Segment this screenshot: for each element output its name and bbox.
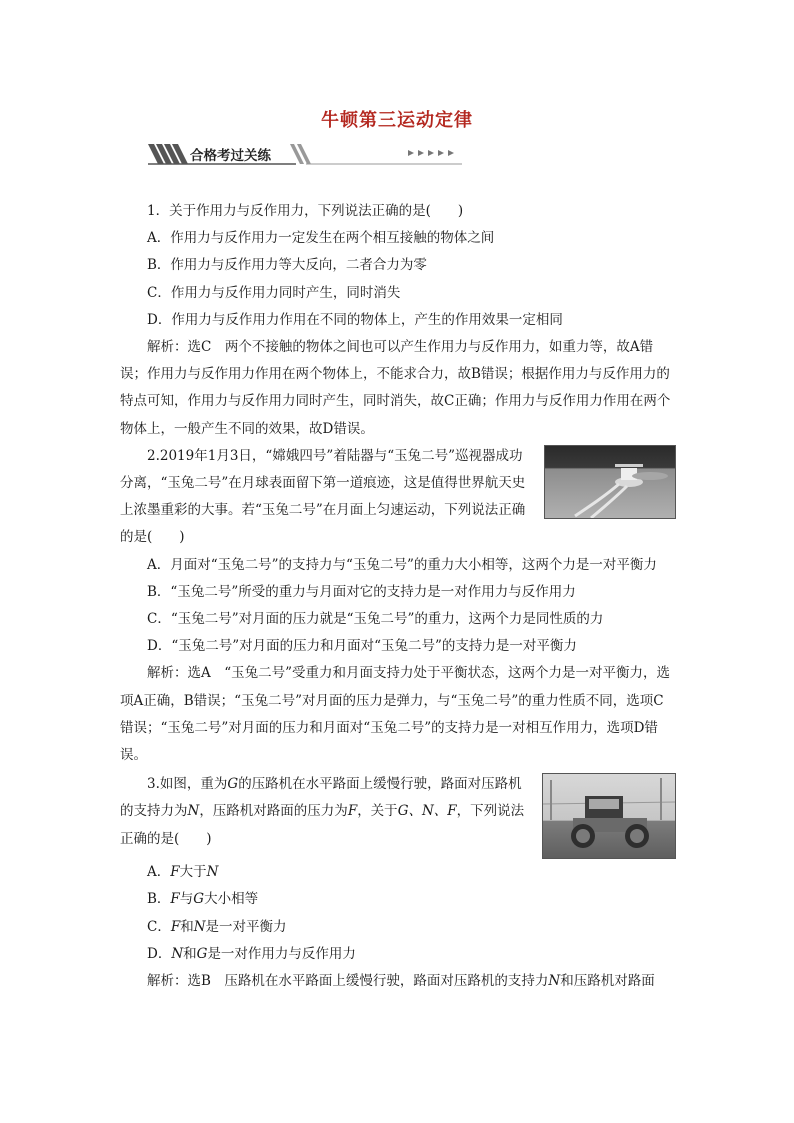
q2-stem-row bbox=[120, 443, 676, 552]
q3-stem-row bbox=[120, 771, 676, 859]
q3-analysis: 解析：选B 压路机在水平路面上缓慢行驶，路面对压路机的支持力N和压路机对路面 bbox=[147, 973, 655, 990]
q1-analysis: 解析：选C 两个不接触的物体之间也可以产生作用力与反作用力，如重力等，故A错误；作用力与反作用力作用在两个物体上，不能求合力，故B错误；根据作用力与反作用力的特点可知，作用力与反作用力同时产生，同时消失，故C正确；作用力与反作用力作用在两个物体上，一般产生不同的效果，故D错误。 bbox=[120, 339, 671, 437]
q2-option-a: A．月面对“玉兔二号”的支持力与“玉兔二号”的重力大小相等，这两个力是一对平衡力 bbox=[147, 556, 657, 573]
page-title: 牛顿第三运动定律 bbox=[321, 110, 473, 131]
q1-option-b: B．作用力与反作用力等大反向，二者合力为零 bbox=[147, 257, 427, 274]
q1-stem: 1．关于作用力与反作用力，下列说法正确的是( ) bbox=[147, 203, 464, 219]
q2-option-d: D．“玉兔二号”对月面的压力和月面对“玉兔二号”的支持力是一对平衡力 bbox=[147, 638, 577, 655]
q2-analysis: 解析：选A “玉兔二号”受重力和月面支持力处于平衡状态，这两个力是一对平衡力，选项A正确，B错误；“玉兔二号”对月面的压力是弹力，与“玉兔二号”的重力性质不同，选项C错误；“玉兔二号”对月面的压力和月面对“玉兔二号”的支持力是一对相互作用力，选项D错误。 bbox=[120, 665, 671, 764]
q3-stem: 3.如图，重为G的压路机在水平路面上缓慢行驶，路面对压路机的支持力为N，压路机对路面的压力为F，关于G、N、F，下列说法正确的是( ) bbox=[120, 776, 525, 847]
road-roller-photo bbox=[542, 773, 676, 859]
q3-option-b: B．F与G大小相等 bbox=[147, 891, 259, 908]
section-label: 合格考过关练 bbox=[190, 148, 271, 164]
q2-stem: 2.2019年1月3日，“嫦娥四号”着陆器与“玉兔二号”巡视器成功分离，“玉兔二号”在月球表面留下第一道痕迹，这是值得世界航天史上浓墨重彩的大事。若“玉兔二号”在月面上匀速运动，下列说法正确的是( ) bbox=[120, 447, 526, 546]
arrow-chevrons-icon bbox=[408, 150, 454, 156]
q3-option-a: A．F大于N bbox=[147, 864, 219, 881]
q3-option-d: D．N和G是一对作用力与反作用力 bbox=[147, 945, 356, 962]
q1-option-a: A．作用力与反作用力一定发生在两个相互接触的物体之间 bbox=[147, 230, 495, 247]
q1-option-d: D．作用力与反作用力作用在不同的物体上，产生的作用效果一定相同 bbox=[147, 311, 563, 328]
q1-option-c: C．作用力与反作用力同时产生，同时消失 bbox=[147, 284, 401, 301]
lunar-rover-photo bbox=[544, 445, 676, 519]
section-header bbox=[146, 142, 462, 166]
q2-option-c: C．“玉兔二号”对月面的压力就是“玉兔二号”的重力，这两个力是同性质的力 bbox=[147, 611, 604, 628]
q2-option-b: B．“玉兔二号”所受的重力与月面对它的支持力是一对作用力与反作用力 bbox=[147, 583, 576, 600]
q3-option-c: C．F和N是一对平衡力 bbox=[147, 918, 287, 935]
document-body bbox=[120, 198, 676, 995]
